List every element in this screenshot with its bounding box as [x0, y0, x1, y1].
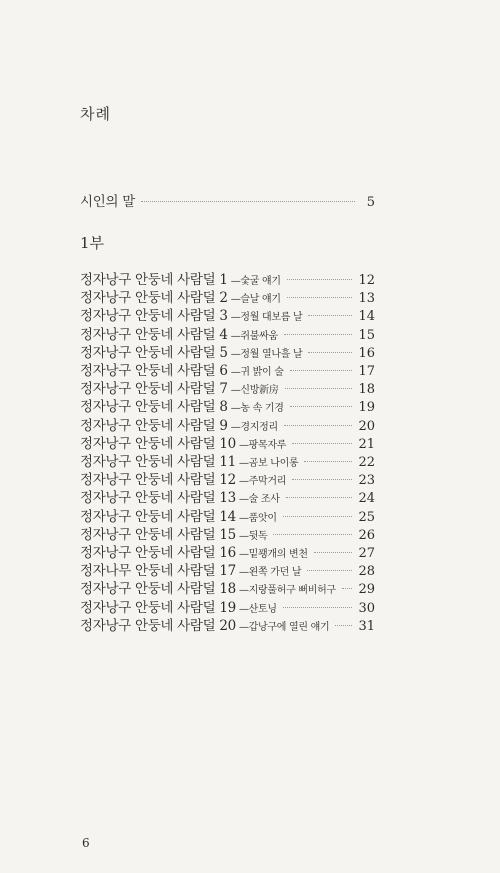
toc-entry-subtitle: —갑낭구에 열린 얘기 — [238, 621, 330, 633]
toc-entry — [80, 450, 375, 470]
toc-entry-subtitle: —왼쪽 가던 날 — [238, 567, 302, 579]
toc-entry-page: 31 — [358, 618, 375, 634]
toc-entry-page: 25 — [358, 509, 375, 525]
dot-leader — [283, 516, 353, 517]
toc-entry-title: 정자낭구 안둥네 사람덜 11 — [80, 454, 236, 470]
dot-leader — [304, 461, 352, 462]
toc-entry-subtitle: —밑꽹개의 변천 — [238, 549, 308, 560]
toc-entry-page: 13 — [358, 291, 375, 307]
toc-entry-page: 22 — [358, 455, 375, 470]
toc-entry-title: 정자낭구 안둥네 사람덜 15 — [80, 526, 236, 543]
toc-entry-page: 17 — [358, 364, 375, 379]
dot-leader — [287, 297, 353, 298]
toc-entry-poet-note — [80, 190, 375, 210]
toc-entry — [80, 395, 375, 415]
toc-entry — [80, 486, 375, 506]
toc-entry-subtitle: —지랑풀허구 뻐비허구 — [238, 585, 336, 597]
toc-entry-title: 정자낭구 안둥네 사람덜 13 — [80, 490, 236, 507]
toc-entry-title: 시인의 말 — [80, 194, 135, 210]
toc-entry-subtitle: —정월 열나흘 날 — [230, 348, 303, 360]
toc-entry-title: 정자낭구 안둥네 사람덜 5 — [80, 344, 228, 361]
dot-leader — [284, 334, 353, 335]
toc-entry-title: 정자낭구 안둥네 사람덜 4 — [80, 326, 228, 343]
toc-entry-page: 26 — [358, 527, 375, 543]
dot-leader — [292, 479, 352, 480]
toc-entry-title: 정자낭구 안둥네 사람덜 20 — [80, 617, 236, 634]
toc-entry-subtitle: —슬날 얘기 — [230, 294, 281, 306]
toc-entry-title: 정자낭구 안둥네 사람덜 3 — [80, 308, 228, 325]
dot-leader — [287, 279, 353, 280]
toc-entry — [80, 268, 375, 288]
toc-entry-page: 27 — [358, 546, 375, 561]
toc-entry-subtitle: —신방新房 — [230, 385, 279, 397]
dot-leader — [308, 352, 352, 353]
toc-entry-title: 정자낭구 안둥네 사람덜 9 — [80, 417, 228, 434]
toc-entry — [80, 505, 375, 525]
toc-entry-title: 정자낭구 안둥네 사람덜 18 — [80, 581, 236, 598]
toc-entry-title: 정자낭구 안둥네 사람덜 12 — [80, 472, 236, 489]
toc-entry-subtitle: —품앗이 — [238, 512, 277, 524]
toc-entry-page: 30 — [358, 600, 375, 616]
dot-leader — [290, 370, 353, 371]
toc-entry — [80, 596, 375, 616]
toc-entry — [80, 468, 375, 488]
toc-entry — [80, 286, 375, 306]
toc-entry-title: 정자낭구 안둥네 사람덜 8 — [80, 399, 228, 416]
toc-entry-page: 21 — [358, 436, 375, 452]
toc-entry-title: 정자낭구 안둥네 사람덜 10 — [80, 435, 236, 452]
toc-entry-title: 정자낭구 안둥네 사람덜 14 — [80, 508, 236, 525]
toc-entry-title: 정자낭구 안둥네 사람덜 7 — [80, 381, 228, 398]
toc-entry-title: 정자낭구 안둥네 사람덜 2 — [80, 290, 228, 307]
dot-leader — [285, 388, 353, 389]
dot-leader — [284, 425, 353, 426]
dot-leader — [273, 534, 352, 535]
toc-entry-title: 정자나무 안둥네 사람덜 17 — [80, 563, 236, 580]
toc-entry-subtitle: —귀 밝이 술 — [230, 367, 284, 378]
toc-entry-page: 5 — [366, 195, 375, 210]
dot-leader — [290, 406, 353, 407]
toc-entry-title: 정자낭구 안둥네 사람덜 1 — [80, 272, 228, 288]
toc-entry — [80, 414, 375, 434]
toc-entry — [80, 377, 375, 397]
page-number: 6 — [82, 836, 90, 850]
toc-entry-subtitle: —숯굴 얘기 — [230, 276, 281, 287]
toc-entry-page: 16 — [358, 345, 375, 361]
dot-leader — [308, 315, 352, 316]
toc-entry — [80, 432, 375, 452]
toc-entry-subtitle: —정월 대보름 날 — [230, 312, 303, 324]
dot-leader — [307, 570, 352, 571]
toc-entry-subtitle: —팡목자루 — [238, 439, 287, 451]
toc-entry-title: 정자낭구 안둥네 사람덜 16 — [80, 545, 236, 561]
dot-leader — [314, 552, 353, 553]
toc-entry-subtitle: —경지정리 — [230, 421, 278, 433]
toc-entry — [80, 359, 375, 379]
toc-entry — [80, 304, 375, 324]
toc-entry-title: 정자낭구 안둥네 사람덜 19 — [80, 599, 236, 616]
toc-entry-page: 24 — [358, 491, 375, 507]
toc-entry-subtitle: —주막거리 — [238, 476, 287, 488]
toc-entry-subtitle: —농 속 기경 — [230, 403, 284, 415]
dot-leader — [283, 607, 353, 608]
toc-entry — [80, 541, 375, 561]
toc-entry — [80, 523, 375, 543]
toc-entry-page: 15 — [358, 327, 375, 343]
toc-entry-page: 23 — [358, 473, 375, 489]
part-title: 1부 — [80, 234, 105, 252]
toc-entry-title: 정자낭구 안둥네 사람덜 6 — [80, 363, 228, 379]
toc-entry — [80, 614, 375, 634]
toc-entry-page: 29 — [358, 582, 375, 598]
dot-leader — [342, 588, 353, 589]
toc-entry-page: 28 — [358, 564, 375, 580]
toc-entry-subtitle: —산토닝 — [238, 603, 277, 615]
toc-entry — [80, 559, 375, 579]
dot-leader — [141, 201, 355, 202]
dot-leader — [335, 625, 352, 626]
toc-entry-page: 18 — [358, 382, 375, 398]
toc-heading: 차례 — [80, 105, 111, 123]
toc-entry — [80, 323, 375, 343]
toc-entry-page: 19 — [358, 400, 375, 416]
toc-entry-page: 12 — [358, 273, 375, 288]
toc-entry — [80, 341, 375, 361]
dot-leader — [286, 497, 353, 498]
toc-entry-subtitle: —쥐불싸움 — [230, 330, 278, 342]
toc-entry-subtitle: —뒷독 — [238, 530, 268, 542]
toc-entry — [80, 577, 375, 597]
toc-entry-page: 20 — [358, 418, 375, 434]
toc-entry-subtitle: —술 조사 — [238, 494, 280, 506]
toc-entry-page: 14 — [358, 309, 375, 325]
dot-leader — [292, 443, 352, 444]
toc-entry-subtitle: —곰보 나이롱 — [238, 458, 299, 469]
